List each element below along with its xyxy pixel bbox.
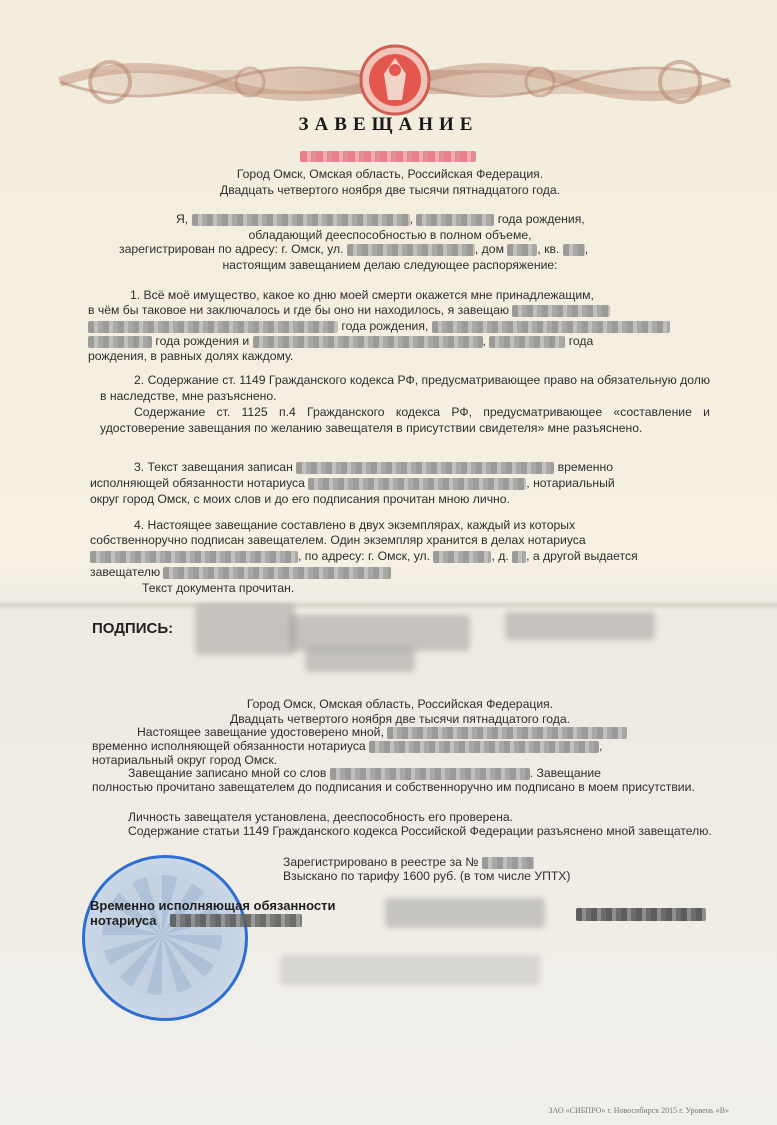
cert-line7: Содержание статьи 1149 Гражданского кодекса Российской Федерации разъяснено мной завещателю. — [128, 824, 712, 838]
registry-line: Зарегистрировано в реестре за № — [283, 854, 723, 870]
declaration-line: настоящим завещанием делаю следующее распоряжение: — [222, 258, 558, 272]
p4-line1: 4. Настоящее завещание составлено в двух экземплярах, каждый из которых — [134, 518, 576, 532]
p2-text: 2. Содержание ст. 1149 Гражданского кодекса РФ, предусматривающее право на обязательную долю в наследстве, мне разъяснено. — [100, 373, 710, 403]
footer-imprint: ЗАО «СИБПРО» г. Новосибирск 2015 г. Уровень «В» — [548, 1106, 729, 1115]
p1-line1: 1. Всё моё имущество, какое ко дню моей смерти окажется мне принадлежащим, — [130, 288, 594, 302]
date-line: Двадцать четвертого ноября две тысячи пятнадцатого года. — [219, 183, 561, 197]
notary-handwriting-blur — [280, 955, 540, 985]
p1-line2: в чём бы таковое ни заключалось и где бы оно ни находилось, я завещаю — [88, 302, 718, 318]
paper-fold — [0, 600, 777, 610]
ornament-band — [50, 40, 740, 124]
place-line: Город Омск, Омская область, Российская Федерация. — [236, 167, 544, 181]
signature-blur-1 — [195, 605, 295, 655]
document-title: ЗАВЕЩАНИЕ — [298, 114, 479, 135]
p4-line3: , по адресу: г. Омск, ул. , д. , а другой выдается — [90, 548, 715, 564]
address-line: зарегистрирован по адресу: г. Омск, ул. , дом , кв. , — [119, 242, 589, 256]
p1-line3: года рождения, — [88, 318, 718, 334]
signature-blur-3 — [505, 612, 655, 640]
p1-line4: года рождения и , года — [88, 333, 718, 349]
notary-seal-emblem — [361, 46, 429, 114]
notary-stamp-inner — [102, 875, 222, 995]
signature-blur-4 — [305, 648, 415, 672]
cert-line1: Настоящее завещание удостоверено мной, — [137, 724, 717, 740]
notary-initials-redacted — [576, 906, 706, 924]
p2b-text: Содержание ст. 1125 п.4 Гражданского кодекса РФ, предусматривающее «составление и удостоверение завещания по желанию завещателя в присутствии свидетеля» мне разъяснено. — [100, 405, 710, 435]
p4-line2: собственноручно подписан завещателем. Один экземпляр хранится в делах нотариуса — [90, 533, 586, 547]
cert-line6: Личность завещателя установлена, дееспособность его проверена. — [128, 810, 514, 824]
read-note: Текст документа прочитан. — [142, 581, 295, 595]
notary-name-redacted — [170, 912, 302, 930]
cert-date: Двадцать четвертого ноября две тысячи пятнадцатого года. — [229, 712, 571, 726]
p3-line3: округ город Омск, с моих слов и до его подписания прочитан мною лично. — [90, 492, 510, 506]
p1-line5: рождения, в равных долях каждому. — [88, 349, 294, 363]
signature-blur-2 — [290, 615, 470, 651]
cert-line5: полностью прочитано завещателем до подписания и собственноручно им подписано в моем присутствии. — [92, 780, 695, 794]
cert-line4: Завещание записано мной со слов . Завещание — [128, 766, 601, 780]
testator-line: Я, , года рождения, — [176, 212, 585, 226]
capacity-line: обладающий дееспособностью в полном объеме, — [248, 228, 532, 242]
signature-label: ПОДПИСЬ: — [92, 620, 174, 637]
cert-line3: нотариальный округ город Омск. — [92, 753, 278, 767]
p3-line1: 3. Текст завещания записан временно — [134, 460, 614, 474]
p3-line2: исполняющей обязанности нотариуса , нотариальный — [90, 476, 615, 490]
notary-title-line1: Временно исполняющая обязанности — [90, 898, 336, 913]
cert-place: Город Омск, Омская область, Российская Федерация. — [246, 697, 554, 711]
tariff-line: Взыскано по тарифу 1600 руб. (в том числе УПТХ) — [283, 869, 571, 883]
p4-line4: завещателю — [90, 564, 715, 580]
registration-number — [300, 148, 476, 166]
cert-line2: временно исполняющей обязанности нотариуса , — [92, 739, 603, 753]
notary-signature-blur — [385, 898, 545, 928]
notary-title-line2: нотариуса — [90, 913, 157, 928]
